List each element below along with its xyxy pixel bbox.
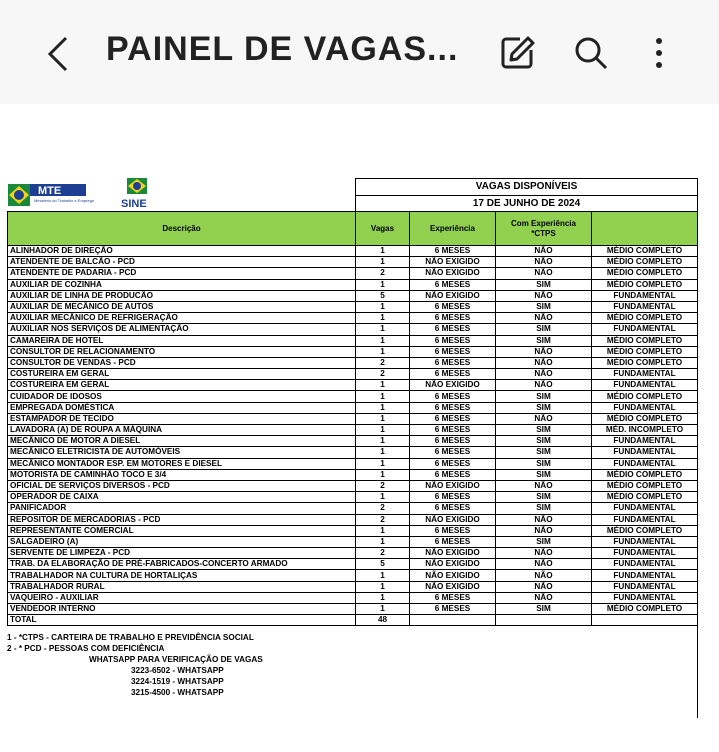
search-icon[interactable]: [572, 34, 610, 72]
cell-ctps: SIM: [496, 335, 592, 346]
table-row: [8, 492, 698, 503]
svg-text:SINE: SINE: [121, 198, 147, 210]
cell-ctps: NÃO: [496, 413, 592, 424]
cell-education: MÉDIO COMPLETO: [592, 357, 698, 368]
cell-education: FUNDAMENTAL: [592, 548, 698, 559]
cell-education: MÉDIO COMPLETO: [592, 268, 698, 279]
table-row: [8, 514, 698, 525]
table-row: [8, 413, 698, 424]
table-row: [8, 335, 698, 346]
cell-description: AUXILIAR DE LINHA DE PRODUCÃO: [8, 290, 356, 301]
cell-vacancies: 1: [356, 604, 410, 615]
cell-experience: NÃO EXIGIDO: [410, 581, 496, 592]
cell-description: SERVENTE DE LIMPEZA - PCD: [8, 548, 356, 559]
cell-ctps: NÃO: [496, 380, 592, 391]
cell-vacancies: 1: [356, 492, 410, 503]
cell-description: MECÂNICO MONTADOR ESP. EM MOTORES E DIESEL: [8, 458, 356, 469]
cell-ctps: NÃO: [496, 525, 592, 536]
cell-ctps: NÃO: [496, 346, 592, 357]
cell-vacancies: 1: [356, 436, 410, 447]
cell-description: EMPREGADA DOMÉSTICA: [8, 402, 356, 413]
mte-logo: [8, 182, 95, 208]
chevron-left-icon[interactable]: [42, 34, 78, 74]
cell-vacancies: 5: [356, 290, 410, 301]
table-header-row: [8, 212, 698, 246]
cell-education: MÉDIO COMPLETO: [592, 492, 698, 503]
cell-ctps: NÃO: [496, 268, 592, 279]
table-row: [8, 469, 698, 480]
cell-ctps: SIM: [496, 492, 592, 503]
cell-ctps: SIM: [496, 391, 592, 402]
note-pcd: 2 - * PCD - PESSOAS COM DEFICIÊNCIA: [7, 644, 165, 654]
table-row: [8, 503, 698, 514]
page-edge-divider: [697, 178, 698, 718]
cell-ctps: NÃO: [496, 548, 592, 559]
cell-education: FUNDAMENTAL: [592, 592, 698, 603]
column-header-ctps: Com Experiência *CTPS: [496, 212, 592, 246]
cell-vacancies: 1: [356, 313, 410, 324]
cell-vacancies: 1: [356, 279, 410, 290]
cell-description: VENDEDOR INTERNO: [8, 604, 356, 615]
cell-ctps: SIM: [496, 503, 592, 514]
total-row: [8, 615, 698, 626]
phone-1: 3223-6502 - WHATSAPP: [131, 666, 224, 676]
cell-ctps: NÃO: [496, 313, 592, 324]
column-header-education: [592, 212, 698, 246]
cell-experience: NÃO EXIGIDO: [410, 290, 496, 301]
cell-experience: NÃO EXIGIDO: [410, 514, 496, 525]
cell-description: ATENDENTE DE PADARIA - PCD: [8, 268, 356, 279]
table-row: [8, 324, 698, 335]
page-title: PAINEL DE VAGAS...: [106, 30, 459, 68]
cell-description: CUIDADOR DE IDOSOS: [8, 391, 356, 402]
cell-ctps: SIM: [496, 436, 592, 447]
cell-description: LAVADORA (A) DE ROUPA A MÁQUINA: [8, 425, 356, 436]
vacancies-title-box: [355, 178, 698, 212]
cell-ctps: SIM: [496, 458, 592, 469]
cell-experience: NÃO EXIGIDO: [410, 548, 496, 559]
cell-description: OFICIAL DE SERVIÇOS DIVERSOS - PCD: [8, 480, 356, 491]
cell-description: AUXILIAR DE COZINHA: [8, 279, 356, 290]
cell-education: MÉD. INCOMPLETO: [592, 425, 698, 436]
cell-vacancies: 1: [356, 458, 410, 469]
cell-vacancies: 1: [356, 525, 410, 536]
cell-experience: 6 MESES: [410, 357, 496, 368]
cell-vacancies: 2: [356, 514, 410, 525]
cell-vacancies: 1: [356, 581, 410, 592]
edit-icon[interactable]: [498, 34, 536, 72]
cell-ctps: SIM: [496, 469, 592, 480]
cell-ctps: NÃO: [496, 592, 592, 603]
table-row: [8, 346, 698, 357]
cell-education: FUNDAMENTAL: [592, 290, 698, 301]
cell-education: MÉDIO COMPLETO: [592, 257, 698, 268]
cell-vacancies: 1: [356, 413, 410, 424]
cell-experience: 6 MESES: [410, 447, 496, 458]
cell-vacancies: 2: [356, 369, 410, 380]
total-empty-cell: [410, 615, 496, 626]
cell-experience: 6 MESES: [410, 369, 496, 380]
phone-2: 3224-1519 - WHATSAPP: [131, 677, 224, 687]
table-row: [8, 536, 698, 547]
note-ctps: 1 - *CTPS - CARTEIRA DE TRABALHO E PREVIDÊNCIA SOCIAL: [7, 633, 254, 643]
cell-education: FUNDAMENTAL: [592, 458, 698, 469]
total-label: TOTAL: [8, 615, 356, 626]
cell-experience: 6 MESES: [410, 246, 496, 257]
cell-ctps: NÃO: [496, 570, 592, 581]
table-row: [8, 570, 698, 581]
table-row: [8, 301, 698, 312]
cell-experience: 6 MESES: [410, 313, 496, 324]
cell-ctps: SIM: [496, 604, 592, 615]
total-value: 48: [356, 615, 410, 626]
cell-experience: 6 MESES: [410, 391, 496, 402]
app-bar: [0, 0, 719, 104]
cell-education: MÉDIO COMPLETO: [592, 525, 698, 536]
table-row: [8, 436, 698, 447]
cell-description: ALINHADOR DE DIREÇÃO: [8, 246, 356, 257]
table-row: [8, 604, 698, 615]
cell-education: MÉDIO COMPLETO: [592, 604, 698, 615]
table-row: [8, 581, 698, 592]
cell-education: MÉDIO COMPLETO: [592, 313, 698, 324]
cell-description: REPRESENTANTE COMERCIAL: [8, 525, 356, 536]
table-row: [8, 447, 698, 458]
cell-description: AUXILIAR DE MECÂNICO DE AUTOS: [8, 301, 356, 312]
cell-ctps: SIM: [496, 536, 592, 547]
job-listing-document: [7, 178, 697, 698]
column-header-experience: Experiência: [410, 212, 496, 246]
table-row: [8, 391, 698, 402]
cell-vacancies: 1: [356, 335, 410, 346]
cell-experience: NÃO EXIGIDO: [410, 257, 496, 268]
svg-text:MTE: MTE: [38, 185, 62, 197]
table-row: [8, 425, 698, 436]
cell-experience: 6 MESES: [410, 469, 496, 480]
cell-education: FUNDAMENTAL: [592, 570, 698, 581]
table-row: [8, 257, 698, 268]
cell-vacancies: 2: [356, 357, 410, 368]
cell-experience: 6 MESES: [410, 458, 496, 469]
table-row: [8, 548, 698, 559]
cell-experience: 6 MESES: [410, 324, 496, 335]
total-empty-cell: [496, 615, 592, 626]
cell-education: FUNDAMENTAL: [592, 436, 698, 447]
cell-education: FUNDAMENTAL: [592, 369, 698, 380]
cell-experience: NÃO EXIGIDO: [410, 480, 496, 491]
cell-education: MÉDIO COMPLETO: [592, 346, 698, 357]
cell-vacancies: 2: [356, 548, 410, 559]
cell-education: FUNDAMENTAL: [592, 402, 698, 413]
cell-experience: 6 MESES: [410, 592, 496, 603]
cell-ctps: NÃO: [496, 257, 592, 268]
table-row: [8, 369, 698, 380]
table-row: [8, 559, 698, 570]
table-row: [8, 380, 698, 391]
cell-description: SALGADEIRO (A): [8, 536, 356, 547]
cell-experience: 6 MESES: [410, 346, 496, 357]
cell-vacancies: 1: [356, 324, 410, 335]
cell-description: CONSULTOR DE VENDAS - PCD: [8, 357, 356, 368]
cell-vacancies: 1: [356, 380, 410, 391]
cell-education: MÉDIO COMPLETO: [592, 335, 698, 346]
cell-ctps: SIM: [496, 425, 592, 436]
table-row: [8, 279, 698, 290]
cell-experience: 6 MESES: [410, 413, 496, 424]
sine-logo: [119, 178, 155, 210]
cell-description: TRABALHADOR RURAL: [8, 581, 356, 592]
cell-ctps: SIM: [496, 279, 592, 290]
cell-experience: 6 MESES: [410, 402, 496, 413]
cell-description: COSTUREIRA EM GERAL: [8, 380, 356, 391]
cell-vacancies: 1: [356, 536, 410, 547]
vacancies-date: 17 DE JUNHO DE 2024: [356, 195, 697, 212]
cell-vacancies: 1: [356, 402, 410, 413]
cell-experience: NÃO EXIGIDO: [410, 570, 496, 581]
cell-ctps: SIM: [496, 447, 592, 458]
table-row: [8, 480, 698, 491]
table-row: [8, 357, 698, 368]
table-row: [8, 246, 698, 257]
cell-description: MECÂNICO ELETRICISTA DE AUTOMÓVEIS: [8, 447, 356, 458]
cell-ctps: SIM: [496, 402, 592, 413]
cell-experience: 6 MESES: [410, 279, 496, 290]
cell-description: MECÂNICO DE MOTOR A DIESEL: [8, 436, 356, 447]
table-row: [8, 458, 698, 469]
note-whatsapp: WHATSAPP PARA VERIFICAÇÃO DE VAGAS: [89, 655, 263, 665]
cell-description: TRAB. DA ELABORAÇÃO DE PRÉ-FABRICADOS-CONCERTO ARMADO: [8, 559, 356, 570]
cell-education: FUNDAMENTAL: [592, 536, 698, 547]
cell-education: FUNDAMENTAL: [592, 503, 698, 514]
cell-description: COSTUREIRA EM GERAL: [8, 369, 356, 380]
cell-experience: 6 MESES: [410, 335, 496, 346]
total-empty-cell: [592, 615, 698, 626]
cell-experience: NÃO EXIGIDO: [410, 380, 496, 391]
cell-vacancies: 1: [356, 592, 410, 603]
table-row: [8, 592, 698, 603]
phone-3: 3215-4500 - WHATSAPP: [131, 688, 224, 698]
cell-vacancies: 1: [356, 346, 410, 357]
table-row: [8, 313, 698, 324]
cell-experience: 6 MESES: [410, 436, 496, 447]
cell-vacancies: 1: [356, 301, 410, 312]
cell-vacancies: 1: [356, 447, 410, 458]
cell-experience: 6 MESES: [410, 525, 496, 536]
cell-education: FUNDAMENTAL: [592, 447, 698, 458]
cell-ctps: NÃO: [496, 581, 592, 592]
cell-description: CONSULTOR DE RELACIONAMENTO: [8, 346, 356, 357]
cell-experience: NÃO EXIGIDO: [410, 559, 496, 570]
cell-description: TRABALHADOR NA CULTURA DE HORTALIÇAS: [8, 570, 356, 581]
cell-ctps: NÃO: [496, 290, 592, 301]
footnotes: [7, 632, 697, 698]
column-header-description: Descrição: [8, 212, 356, 246]
cell-description: AUXILIAR MECÂNICO DE REFRIGERAÇÃO: [8, 313, 356, 324]
vacancies-title: VAGAS DISPONÍVEIS: [475, 181, 578, 192]
table-row: [8, 268, 698, 279]
cell-education: MÉDIO COMPLETO: [592, 391, 698, 402]
cell-description: VAQUEIRO - AUXILIAR: [8, 592, 356, 603]
document-header: [7, 178, 697, 211]
cell-description: AUXILIAR NOS SERVIÇOS DE ALIMENTAÇÃO: [8, 324, 356, 335]
cell-experience: NÃO EXIGIDO: [410, 268, 496, 279]
cell-description: REPOSITOR DE MERCADORIAS - PCD: [8, 514, 356, 525]
cell-vacancies: 1: [356, 257, 410, 268]
cell-description: ATENDENTE DE BALCÃO - PCD: [8, 257, 356, 268]
cell-vacancies: 1: [356, 570, 410, 581]
more-vertical-icon[interactable]: [640, 34, 678, 72]
cell-experience: 6 MESES: [410, 425, 496, 436]
cell-ctps: SIM: [496, 324, 592, 335]
cell-education: FUNDAMENTAL: [592, 514, 698, 525]
cell-description: MOTORISTA DE CAMINHÃO TOCO E 3/4: [8, 469, 356, 480]
cell-experience: 6 MESES: [410, 503, 496, 514]
cell-description: CAMAREIRA DE HOTEL: [8, 335, 356, 346]
cell-experience: 6 MESES: [410, 604, 496, 615]
cell-experience: 6 MESES: [410, 536, 496, 547]
cell-ctps: NÃO: [496, 559, 592, 570]
cell-education: MÉDIO COMPLETO: [592, 469, 698, 480]
cell-education: FUNDAMENTAL: [592, 301, 698, 312]
cell-description: PANIFICADOR: [8, 503, 356, 514]
cell-education: FUNDAMENTAL: [592, 380, 698, 391]
cell-vacancies: 2: [356, 268, 410, 279]
svg-text:Ministério do Trabalho e Empre: Ministério do Trabalho e Emprego: [34, 198, 95, 203]
cell-vacancies: 1: [356, 246, 410, 257]
cell-education: FUNDAMENTAL: [592, 559, 698, 570]
cell-ctps: SIM: [496, 301, 592, 312]
cell-education: MÉDIO COMPLETO: [592, 480, 698, 491]
cell-experience: 6 MESES: [410, 492, 496, 503]
cell-education: MÉDIO COMPLETO: [592, 246, 698, 257]
cell-vacancies: 2: [356, 480, 410, 491]
cell-vacancies: 5: [356, 559, 410, 570]
table-row: [8, 525, 698, 536]
cell-description: OPERADOR DE CAIXA: [8, 492, 356, 503]
cell-ctps: NÃO: [496, 357, 592, 368]
cell-ctps: NÃO: [496, 246, 592, 257]
cell-vacancies: 1: [356, 469, 410, 480]
cell-ctps: NÃO: [496, 514, 592, 525]
cell-education: FUNDAMENTAL: [592, 581, 698, 592]
cell-ctps: NÃO: [496, 369, 592, 380]
cell-description: ESTAMPADOR DE TECIDO: [8, 413, 356, 424]
cell-education: MÉDIO COMPLETO: [592, 413, 698, 424]
cell-experience: 6 MESES: [410, 301, 496, 312]
cell-education: FUNDAMENTAL: [592, 324, 698, 335]
cell-vacancies: 2: [356, 503, 410, 514]
cell-vacancies: 1: [356, 425, 410, 436]
cell-vacancies: 1: [356, 391, 410, 402]
column-header-vacancies: Vagas: [356, 212, 410, 246]
cell-education: MÉDIO COMPLETO: [592, 279, 698, 290]
vacancies-table: [7, 211, 698, 626]
table-row: [8, 290, 698, 301]
cell-ctps: NÃO: [496, 480, 592, 491]
table-row: [8, 402, 698, 413]
